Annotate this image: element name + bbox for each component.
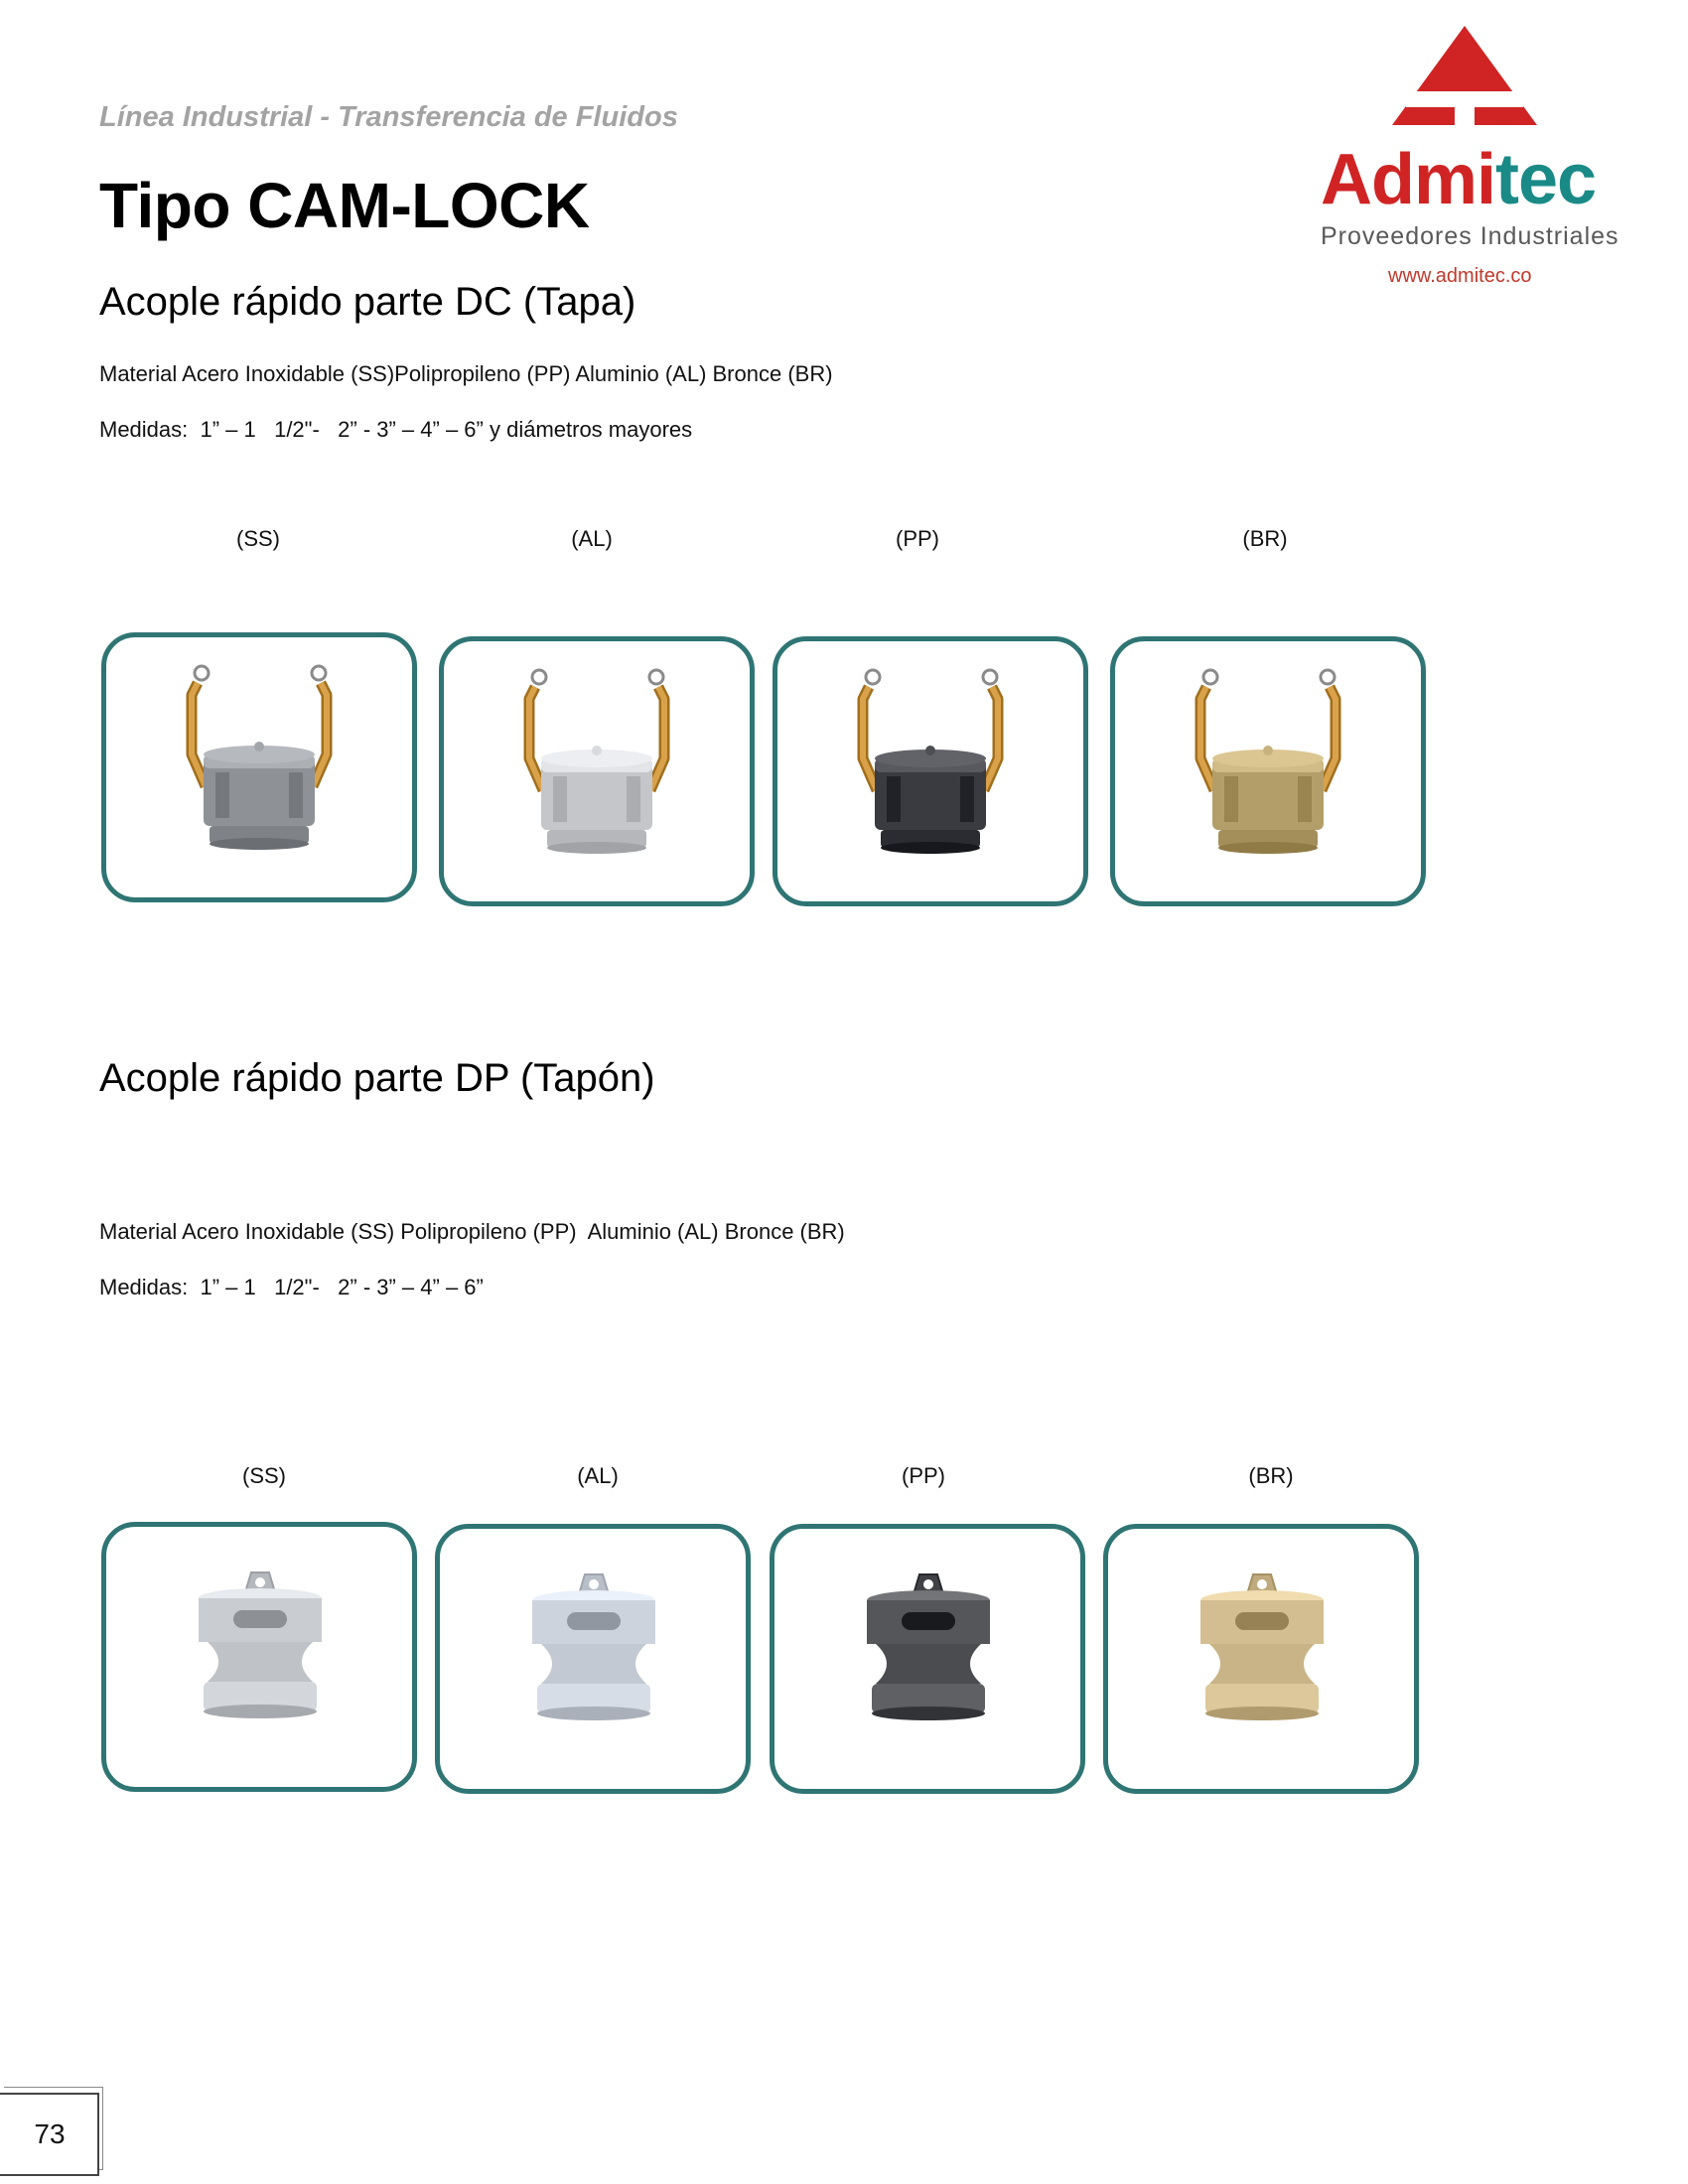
dp-card-br (1103, 1524, 1419, 1794)
page-number: 73 (34, 2118, 66, 2149)
dp-label-pp: (PP) (902, 1463, 945, 1488)
section-dp-heading: Acople rápido parte DP (Tapón) (99, 1056, 655, 1100)
cam-lock-dc-cap-al-image (444, 641, 750, 901)
dc-card-pp (773, 636, 1088, 906)
logo-url[interactable]: www.admitec.co (1388, 265, 1532, 287)
dp-card-pp (770, 1524, 1085, 1794)
section-dc-medidas: Medidas: 1” – 1 1/2"- 2” - 3” – 4” – 6” y diámetros mayores (99, 417, 693, 442)
dp-label-ss: (SS) (242, 1463, 286, 1488)
cam-lock-dc-cap-pp-image (777, 641, 1083, 901)
dp-label-br: (BR) (1248, 1463, 1294, 1488)
dc-label-pp: (PP) (896, 526, 939, 551)
dc-label-ss: (SS) (236, 526, 280, 551)
section-dc-material: Material Acero Inoxidable (SS)Polipropileno (PP) Aluminio (AL) Bronce (BR) (99, 361, 833, 386)
cam-lock-dc-cap-br-image (1115, 641, 1421, 901)
cam-lock-dp-plug-al-image (440, 1529, 746, 1789)
cam-lock-dc-cap-ss-image (106, 637, 412, 897)
section-dc-heading: Acople rápido parte DC (Tapa) (99, 280, 636, 324)
dc-label-al: (AL) (571, 526, 613, 551)
dc-card-ss (101, 632, 417, 902)
section-dp-material: Material Acero Inoxidable (SS) Polipropileno (PP) Aluminio (AL) Bronce (BR) (99, 1219, 845, 1244)
logo-triangle-icon (1311, 22, 1638, 141)
dp-label-al: (AL) (577, 1463, 619, 1488)
section-dp-medidas: Medidas: 1” – 1 1/2"- 2” - 3” – 4” – 6” (99, 1275, 484, 1299)
cam-lock-dp-plug-pp-image (774, 1529, 1080, 1789)
dc-card-al (439, 636, 755, 906)
dc-card-br (1110, 636, 1426, 906)
cam-lock-dp-plug-br-image (1108, 1529, 1414, 1789)
page-title: Tipo CAM-LOCK (99, 170, 590, 241)
cam-lock-dp-plug-ss-image (106, 1527, 412, 1787)
dp-card-al (435, 1524, 751, 1794)
dc-label-br: (BR) (1242, 526, 1288, 551)
logo-wordmark: Admitec (1321, 140, 1597, 219)
admitec-logo (1311, 22, 1638, 287)
dp-card-ss (101, 1522, 417, 1792)
page-kicker: Línea Industrial - Transferencia de Fluidos (99, 101, 678, 133)
logo-tagline: Proveedores Industriales (1321, 222, 1619, 250)
